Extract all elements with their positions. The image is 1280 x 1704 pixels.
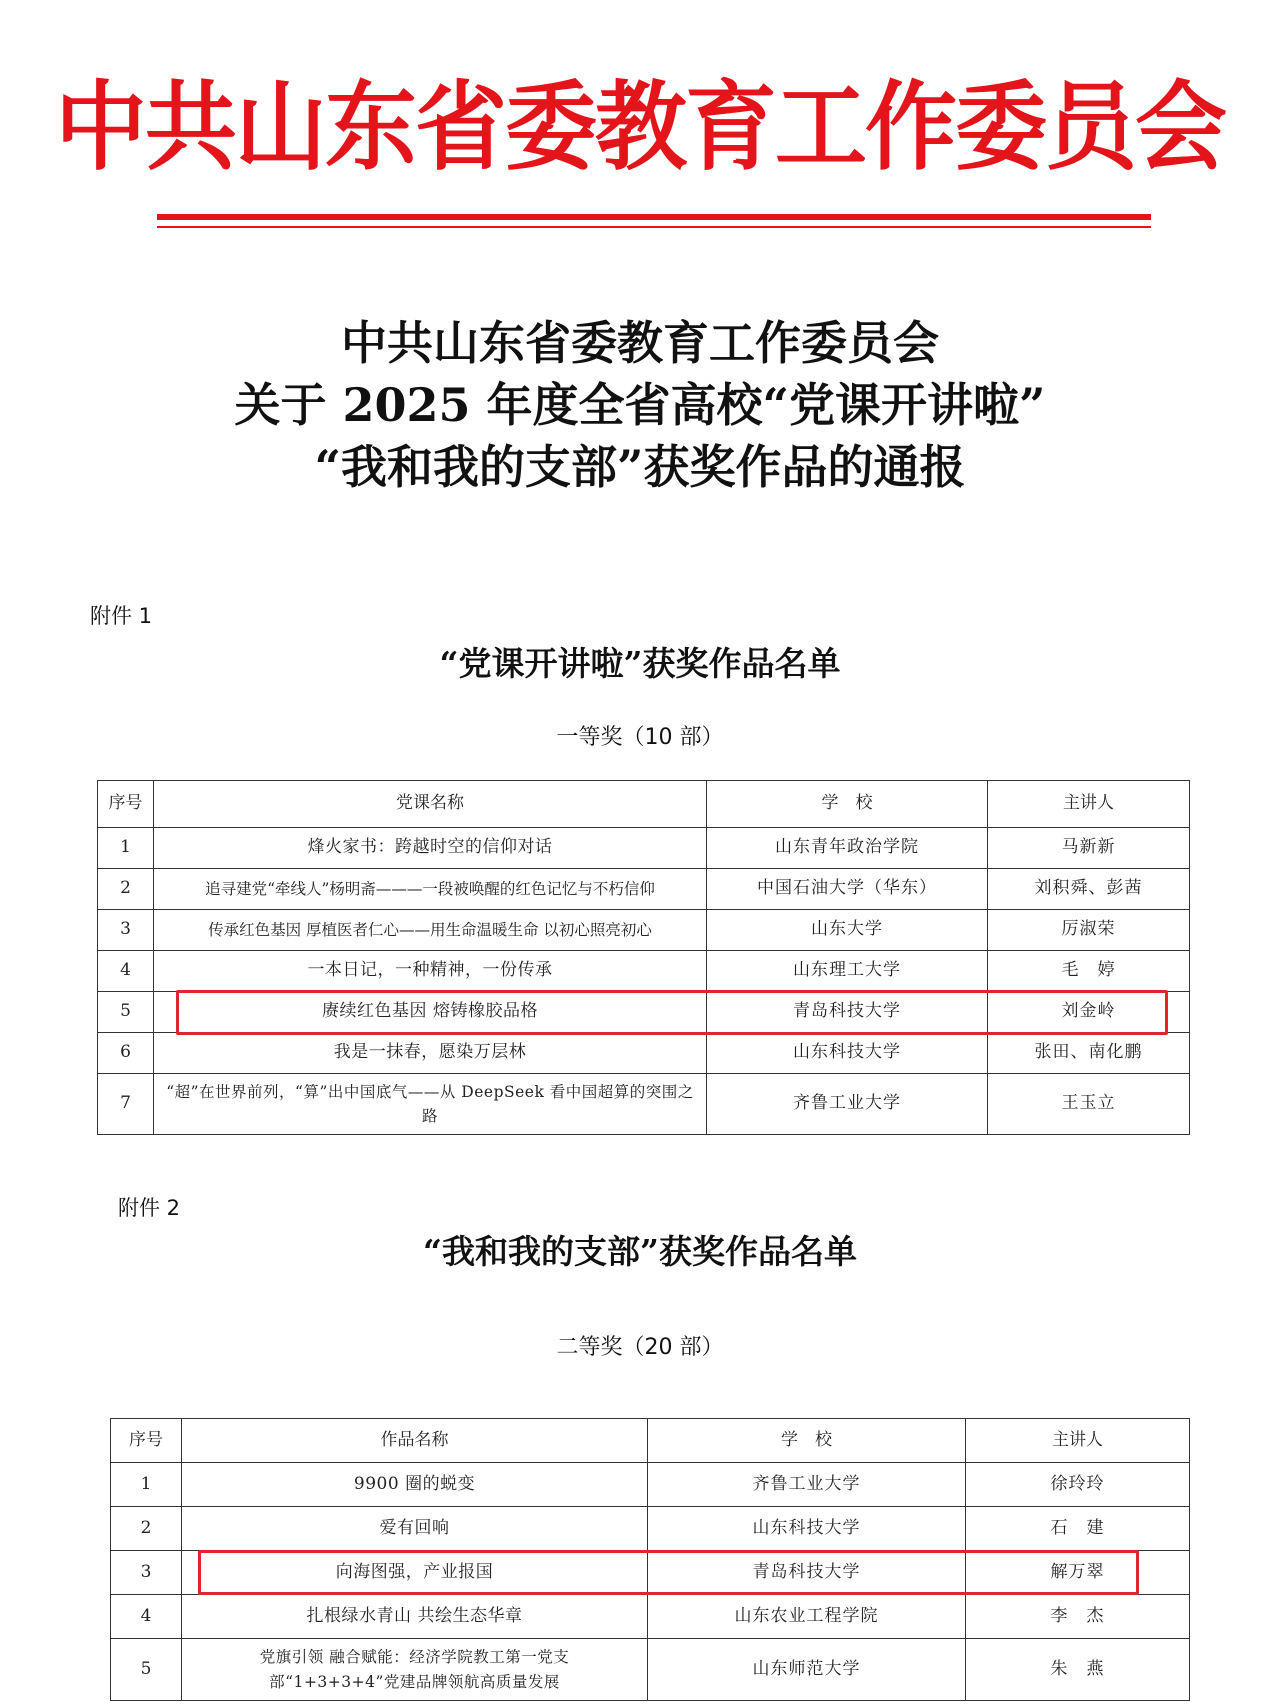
row-speaker: 李 杰 — [966, 1595, 1190, 1639]
row-title: 烽火家书：跨越时空的信仰对话 — [154, 828, 707, 869]
row-no: 3 — [98, 910, 154, 951]
row-speaker: 马新新 — [988, 828, 1190, 869]
row-speaker: 张田、南化鹏 — [988, 1033, 1190, 1074]
highlight-box-attachment1-row5 — [176, 990, 1168, 1035]
row-no: 4 — [111, 1595, 182, 1639]
attachment1-table — [97, 780, 1190, 1135]
row-speaker: 厉淑荣 — [988, 910, 1190, 951]
row-title: “超”在世界前列，“算”出中国底气——从 DeepSeek 看中国超算的突围之路 — [154, 1074, 707, 1135]
table-row — [98, 910, 1190, 951]
attachment2-label: 附件 2 — [118, 1196, 181, 1220]
row-school: 山东科技大学 — [648, 1507, 966, 1551]
attachment2-award-level: 二等奖（20 部） — [556, 1335, 724, 1360]
table-header-row — [111, 1419, 1190, 1463]
table-row — [98, 1074, 1190, 1135]
table-row — [111, 1595, 1190, 1639]
notice-title-line2: 关于 2025 年度全省高校“党课开讲啦” — [234, 378, 1046, 432]
row-title: 传承红色基因 厚植医者仁心——用生命温暖生命 以初心照亮初心 — [154, 910, 707, 951]
row-school: 山东科技大学 — [707, 1033, 988, 1074]
row-title: 追寻建党“牵线人”杨明斋———一段被唤醒的红色记忆与不朽信仰 — [154, 869, 707, 910]
header-no: 序号 — [111, 1419, 182, 1463]
table-row — [98, 1033, 1190, 1074]
header-title: 作品名称 — [182, 1419, 648, 1463]
row-speaker: 石 建 — [966, 1507, 1190, 1551]
table-row — [98, 951, 1190, 992]
table-row — [111, 1507, 1190, 1551]
row-no: 7 — [98, 1074, 154, 1135]
row-speaker: 徐玲玲 — [966, 1463, 1190, 1507]
row-no: 3 — [111, 1551, 182, 1595]
notice-title-line3: “我和我的支部”获奖作品的通报 — [314, 440, 966, 494]
row-school: 山东师范大学 — [648, 1639, 966, 1701]
row-school: 中国石油大学（华东） — [707, 869, 988, 910]
table-row — [98, 828, 1190, 869]
table-row — [111, 1639, 1190, 1701]
row-speaker: 刘金岭 — [988, 992, 1190, 1033]
row-no: 2 — [98, 869, 154, 910]
notice-title — [0, 312, 1280, 498]
attachment1-label: 附件 1 — [90, 604, 153, 628]
masthead-title: 中共山东省委教育工作委员会 — [54, 71, 1225, 184]
header-title: 党课名称 — [154, 781, 707, 828]
row-school: 山东青年政治学院 — [707, 828, 988, 869]
row-speaker: 朱 燕 — [966, 1639, 1190, 1701]
highlight-box-attachment2-row3 — [198, 1550, 1139, 1595]
header-school: 学 校 — [707, 781, 988, 828]
masthead-rule-thick — [157, 214, 1151, 220]
row-speaker: 毛 婷 — [988, 951, 1190, 992]
header-no: 序号 — [98, 781, 154, 828]
header-school: 学 校 — [648, 1419, 966, 1463]
notice-title-line1: 中共山东省委教育工作委员会 — [341, 316, 939, 370]
header-speaker: 主讲人 — [966, 1419, 1190, 1463]
row-school: 青岛科技大学 — [648, 1551, 966, 1595]
attachment2-list-title: “我和我的支部”获奖作品名单 — [423, 1232, 857, 1271]
row-no: 2 — [111, 1507, 182, 1551]
masthead-rule-thin — [157, 226, 1151, 228]
row-title: 扎根绿水青山 共绘生态华章 — [182, 1595, 648, 1639]
row-no: 4 — [98, 951, 154, 992]
row-no: 5 — [98, 992, 154, 1033]
table-row — [98, 869, 1190, 910]
row-title: 9900 圈的蜕变 — [182, 1463, 648, 1507]
attachment1-award-level: 一等奖（10 部） — [556, 725, 724, 750]
row-speaker: 王玉立 — [988, 1074, 1190, 1135]
row-speaker: 解万翠 — [966, 1551, 1190, 1595]
row-school: 山东大学 — [707, 910, 988, 951]
header-speaker: 主讲人 — [988, 781, 1190, 828]
row-school: 山东理工大学 — [707, 951, 988, 992]
row-no: 6 — [98, 1033, 154, 1074]
row-title: 向海图强，产业报国 — [182, 1551, 648, 1595]
row-title: 爱有回响 — [182, 1507, 648, 1551]
row-school: 齐鲁工业大学 — [707, 1074, 988, 1135]
row-title: 一本日记，一种精神，一份传承 — [154, 951, 707, 992]
row-speaker: 刘积舜、彭茜 — [988, 869, 1190, 910]
row-no: 1 — [98, 828, 154, 869]
table-header-row — [98, 781, 1190, 828]
row-title: 我是一抹春，愿染万层林 — [154, 1033, 707, 1074]
row-title: 党旗引领 融合赋能：经济学院教工第一党支部“1+3+3+4”党建品牌领航高质量发展 — [182, 1639, 648, 1701]
row-school: 青岛科技大学 — [707, 992, 988, 1033]
row-no: 1 — [111, 1463, 182, 1507]
attachment1-list-title: “党课开讲啦”获奖作品名单 — [439, 644, 841, 683]
row-school: 齐鲁工业大学 — [648, 1463, 966, 1507]
table-row — [111, 1463, 1190, 1507]
row-no: 5 — [111, 1639, 182, 1701]
row-title: 赓续红色基因 熔铸橡胶品格 — [154, 992, 707, 1033]
row-school: 山东农业工程学院 — [648, 1595, 966, 1639]
